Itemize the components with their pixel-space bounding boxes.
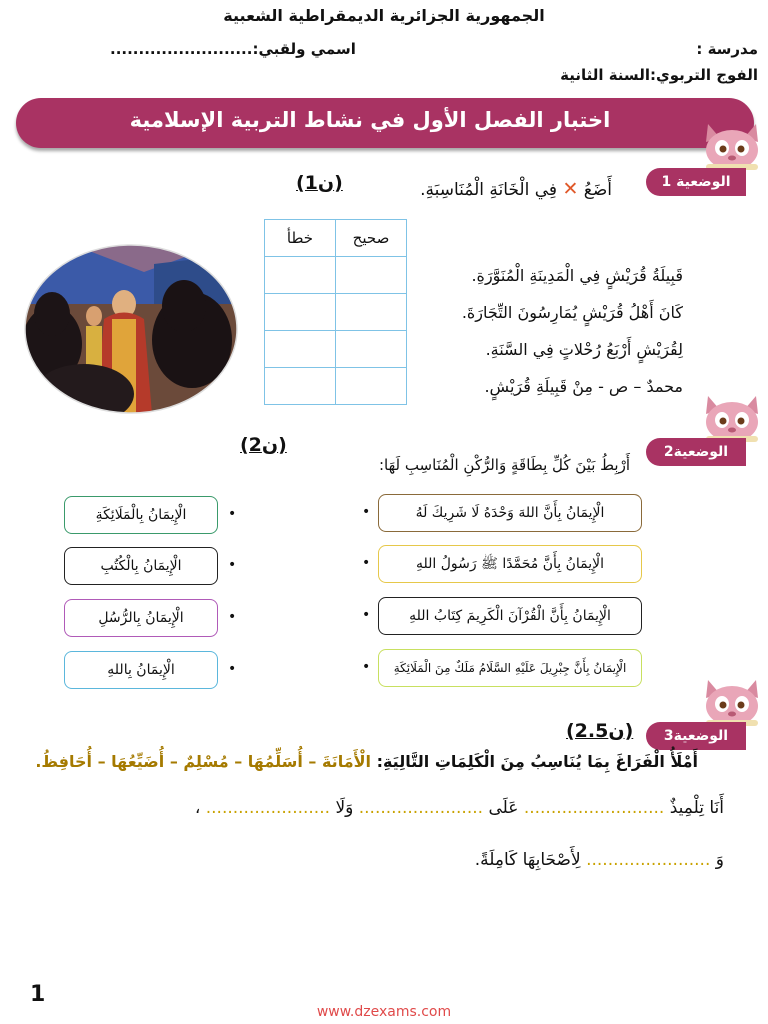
situation-1-label: الوضعية 1 — [646, 168, 746, 196]
source-url[interactable]: www.dzexams.com — [316, 1004, 452, 1020]
situation-3-instruction: أَمْلَأُ الْفَرَاغَ بِمَا يُنَاسِبُ مِنَ الْكَلِمَاتِ التَّالِيَةِ: — [376, 752, 698, 771]
column-header-true: صحيح — [336, 220, 407, 257]
situation-3-label: الوضعية3 — [646, 722, 746, 750]
sentence-part: أَنَا تِلْمِيذٌ — [669, 798, 724, 818]
situation-1-score: (1ن) — [296, 172, 343, 194]
pillar-description-card[interactable]: الْإِيمَانُ بِأَنَّ الْقُرْآنَ الْكَرِيمَ كِتَابُ اللهِ — [378, 597, 642, 635]
situation-3-score: (2.5ن) — [566, 720, 634, 742]
match-dot[interactable]: • — [228, 506, 237, 522]
situation-1-instruction — [360, 178, 612, 200]
cross-mark-icon: ✕ — [562, 178, 579, 200]
statement-text: لِقُرَيْشٍ أَرْبَعُ رُحْلاتٍ فِي السَّنَةِ. — [407, 331, 690, 368]
match-dot[interactable]: • — [362, 504, 371, 520]
sentence-part: لِأَصْحَابِهَا كَامِلَةً. — [474, 850, 581, 870]
quraysh-market-illustration — [24, 244, 238, 414]
pillar-description-card[interactable]: الْإِيمَانُ بِأَنَّ جِبْرِيلَ عَلَيْهِ السَّلَامُ مَلَكٌ مِنَ الْمَلَائِكَةِ — [378, 649, 642, 687]
answer-cell-false[interactable] — [265, 368, 336, 405]
match-dot[interactable]: • — [228, 557, 237, 573]
pillar-card[interactable]: الْإِيمَانُ بِاللهِ — [64, 651, 218, 689]
sentence-part: عَلَى — [488, 798, 519, 818]
table-row — [265, 368, 690, 405]
fill-line-2 — [300, 850, 724, 870]
situation-2-instruction: أَرْبِطُ بَيْنَ كُلِّ بِطَاقَةٍ وَالرُّكْنِ الْمُنَاسِبِ لَهَا: — [378, 456, 630, 474]
column-header-false: خطأ — [265, 220, 336, 257]
cat-mascot-icon — [700, 390, 764, 444]
table-row — [265, 331, 690, 368]
pillar-card[interactable]: الْإِيمَانُ بِالْمَلَائِكَةِ — [64, 496, 218, 534]
header-spacer — [407, 220, 690, 257]
match-dot[interactable]: • — [362, 607, 371, 623]
table-header-row — [265, 220, 690, 257]
statement-text: محمدٌ – ص - مِنْ قَبِيلَةِ قُرَيْشٍ. — [407, 368, 690, 405]
match-dot[interactable]: • — [362, 659, 371, 675]
school-label: مدرسة : — [696, 40, 758, 58]
answer-cell-true[interactable] — [336, 331, 407, 368]
situation-3-instruction-line — [14, 752, 698, 771]
cat-mascot-icon — [700, 118, 764, 172]
blank-field[interactable]: .......................... — [523, 798, 665, 818]
cat-mascot-icon — [700, 674, 764, 728]
blank-field[interactable]: ....................... — [358, 798, 484, 818]
republic-title: الجمهورية الجزائرية الديمقراطية الشعبية — [223, 6, 545, 25]
group-label: الفوج التربوي:السنة الثانية — [560, 66, 758, 84]
blank-field[interactable]: ....................... — [586, 850, 711, 870]
fill-line-1: أَنَا تِلْمِيذٌ .......................... عَلَى ....................... وَلَا ....................... ، — [194, 798, 724, 818]
sentence-part: وَلَا — [335, 798, 354, 818]
match-dot[interactable]: • — [228, 609, 237, 625]
blank-field[interactable]: ....................... — [205, 798, 331, 818]
word-bank: الْأَمَانَةَ – أُسَلِّمُهَا – مُسْلِمٌ – أُضَيِّعُهَا – أُحَافِظُ. — [35, 752, 371, 771]
answer-cell-false[interactable] — [265, 257, 336, 294]
pillar-description-card[interactable]: الْإِيمَانُ بِأَنَّ اللهَ وَحْدَهُ لَا شَرِيكَ لَهُ — [378, 494, 642, 532]
answer-cell-false[interactable] — [265, 294, 336, 331]
exam-title: اختبار الفصل الأول في نشاط التربية الإسلامية — [129, 108, 611, 132]
table-row — [265, 294, 690, 331]
sentence-part: وَ — [715, 850, 724, 870]
page-number: 1 — [30, 982, 46, 1007]
answer-cell-true[interactable] — [336, 368, 407, 405]
answer-cell-false[interactable] — [265, 331, 336, 368]
statement-text: قَبِيلَةُ قُرَيْشٍ فِي الْمَدِينَةِ الْمُنَوَّرَةِ. — [407, 257, 690, 294]
pillar-card[interactable]: الْإِيمَانُ بِالرُّسُلِ — [64, 599, 218, 637]
instruction-text-start: أَضَعُ — [583, 180, 612, 200]
student-name-label: اسمي ولقبي:......................... — [110, 40, 356, 58]
pillar-description-card[interactable]: الْإِيمَانُ بِأَنَّ مُحَمَّدًا ﷺ رَسُولُ اللهِ — [378, 545, 642, 583]
table-row — [265, 257, 690, 294]
answer-cell-true[interactable] — [336, 294, 407, 331]
situation-2-label: الوضعية2 — [646, 438, 746, 466]
situation-2-score: (2ن) — [240, 434, 287, 456]
match-dot[interactable]: • — [362, 555, 371, 571]
match-dot[interactable]: • — [228, 661, 237, 677]
statement-text: كَانَ أَهْلُ قُرَيْشٍ يُمَارِسُونَ التِّجَارَةَ. — [407, 294, 690, 331]
answer-cell-true[interactable] — [336, 257, 407, 294]
true-false-table — [264, 219, 689, 405]
instruction-text-end: فِي الْخَانَةِ الْمُنَاسِبَةِ. — [420, 180, 558, 200]
pillar-card[interactable]: الْإِيمَانُ بِالْكُتُبِ — [64, 547, 218, 585]
